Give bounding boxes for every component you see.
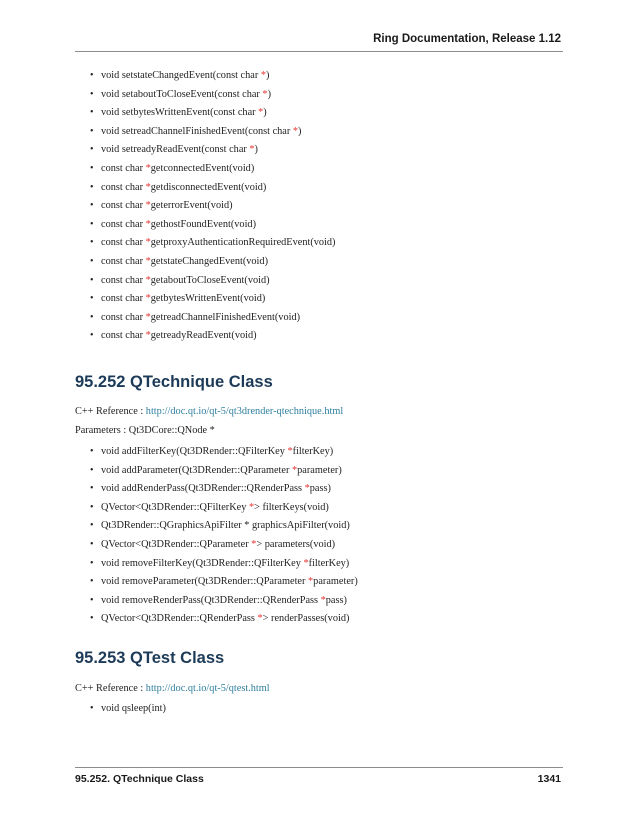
cpp-reference-label: C++ Reference : (75, 406, 146, 417)
method-signature (101, 179, 266, 198)
signature-suffix: getdisconnectedEvent(void) (150, 181, 267, 193)
signature-prefix: const char (101, 274, 146, 286)
bullet-icon: • (90, 464, 94, 476)
signature-suffix: > parameters(void) (256, 538, 336, 550)
signature-prefix: const char (101, 311, 146, 323)
signature-suffix: getaboutToCloseEvent(void) (150, 274, 270, 286)
method-signature (101, 290, 265, 309)
signature-suffix: filterKey) (292, 446, 334, 457)
bullet-icon: • (90, 538, 94, 550)
bullet-icon: • (90, 446, 94, 457)
pointer-star: * (257, 613, 263, 625)
page-number: 1341 (537, 773, 561, 785)
bullet-icon: • (90, 125, 94, 137)
signature-suffix: getstateChangedEvent(void) (150, 255, 268, 267)
pointer-star: * (145, 311, 151, 323)
cpp-reference-link[interactable]: http://doc.qt.io/qt-5/qt3drender-qtechnique.html (145, 406, 344, 417)
parameters-line: Parameters : Qt3DCore::QNode * (75, 425, 215, 436)
pointer-star: * (145, 330, 151, 342)
bullet-icon: • (90, 274, 94, 286)
bullet-icon: • (90, 218, 94, 230)
bullet-icon: • (90, 181, 94, 193)
signature-suffix: ) (298, 125, 302, 137)
signature-prefix: const char (101, 237, 146, 249)
signature-suffix: parameter) (313, 576, 358, 588)
pointer-star: * (251, 538, 257, 550)
pointer-star: * (249, 144, 255, 156)
pointer-star: * (145, 162, 151, 174)
signature-prefix: void removeFilterKey(Qt3DRender::QFilterKey (101, 557, 304, 569)
pointer-star: * (248, 501, 255, 513)
pointer-star: * (145, 181, 151, 193)
bullet-icon: • (90, 88, 94, 100)
pointer-star: * (292, 464, 298, 476)
header-divider (75, 51, 563, 52)
method-signature (101, 309, 300, 328)
method-signature (101, 123, 301, 142)
pointer-star: * (287, 446, 293, 457)
method-signature (101, 272, 270, 291)
footer-divider (75, 767, 563, 768)
signature-suffix: getbytesWrittenEvent(void) (150, 293, 266, 305)
method-signature (101, 234, 336, 253)
signature-suffix: pass) (309, 483, 331, 495)
bullet-icon: • (90, 576, 94, 588)
signature-prefix: const char (101, 330, 146, 342)
signature-prefix: const char (101, 293, 146, 305)
signature-prefix: void setbytesWrittenEvent(const char (101, 107, 259, 119)
method-signature (101, 86, 271, 105)
bullet-icon: • (90, 237, 94, 249)
method-signature (101, 499, 329, 518)
signature-suffix: > renderPasses(void) (262, 613, 350, 625)
method-signature (101, 216, 256, 235)
pointer-star: * (145, 200, 151, 212)
pointer-star: * (145, 293, 151, 305)
signature-prefix: void addFilterKey(Qt3DRender::QFilterKey (101, 446, 288, 457)
signature-suffix: ) (267, 88, 272, 100)
bullet-icon: • (90, 594, 94, 606)
pointer-star: * (145, 218, 151, 230)
bullet-icon: • (90, 520, 94, 532)
signature-suffix: ) (263, 107, 267, 119)
bullet-icon: • (90, 293, 94, 305)
section-heading-qtest: 95.253 QTest Class (75, 649, 225, 667)
signature-suffix: ) (254, 144, 258, 156)
footer-section-title: 95.252. QTechnique Class (75, 773, 204, 785)
pointer-star: * (145, 255, 151, 267)
cpp-reference-qtest (75, 683, 270, 694)
section-heading-qtechnique: 95.252 QTechnique Class (75, 373, 273, 391)
signature-prefix: void setstateChangedEvent(const char (101, 70, 261, 81)
bullet-icon: • (90, 255, 94, 267)
pointer-star: * (145, 274, 151, 286)
bullet-icon: • (90, 703, 94, 714)
method-signature (101, 104, 267, 123)
bullet-icon: • (90, 200, 94, 212)
bullet-icon: • (90, 107, 94, 119)
bullet-icon: • (90, 613, 94, 625)
bullet-icon: • (90, 144, 94, 156)
signature-prefix: const char (101, 200, 146, 212)
bullet-icon: • (90, 162, 94, 174)
signature-suffix: geterrorEvent(void) (150, 200, 233, 212)
bullet-icon: • (90, 330, 94, 342)
signature-prefix: void setreadChannelFinishedEvent(const char (101, 125, 293, 137)
method-signature (101, 443, 333, 462)
signature-suffix: > filterKeys(void) (254, 501, 329, 513)
bullet-icon: • (90, 311, 94, 323)
pointer-star: * (308, 576, 314, 588)
method-signature (101, 327, 257, 346)
method-signature (101, 160, 254, 179)
signature-prefix: void removeRenderPass(Qt3DRender::QRenderPass (101, 594, 321, 606)
pointer-star: * (292, 125, 299, 137)
method-signature (101, 197, 233, 216)
pointer-star: * (304, 483, 310, 495)
signature-suffix: gethostFoundEvent(void) (150, 218, 257, 230)
method-signature (101, 480, 331, 499)
signature-prefix: const char (101, 181, 146, 193)
signature-prefix: void setreadyReadEvent(const char (101, 144, 250, 156)
signature-prefix: const char (101, 162, 146, 174)
signature-prefix: QVector<Qt3DRender::QRenderPass (101, 613, 258, 625)
signature-prefix: void qsleep(int) (101, 703, 166, 714)
bullet-icon: • (90, 483, 94, 495)
pointer-star: * (260, 70, 266, 81)
signature-prefix: const char (101, 255, 146, 267)
pointer-star: * (303, 557, 309, 569)
method-signature (101, 253, 268, 272)
signature-prefix: Qt3DRender::QGraphicsApiFilter * graphicsApiFilter(void) (101, 520, 350, 532)
signature-prefix: QVector<Qt3DRender::QParameter (101, 538, 252, 550)
cpp-reference-link[interactable]: http://doc.qt.io/qt-5/qtest.html (145, 683, 270, 694)
running-header-title: Ring Documentation, Release 1.12 (373, 33, 561, 45)
signature-suffix: ) (266, 70, 270, 81)
signature-suffix: getreadChannelFinishedEvent(void) (150, 311, 301, 323)
method-signature (101, 517, 350, 536)
signature-prefix: void addRenderPass(Qt3DRender::QRenderPass (101, 483, 305, 495)
method-signature (101, 592, 347, 611)
bullet-icon: • (90, 70, 94, 81)
method-signature (101, 573, 358, 592)
signature-suffix: getproxyAuthenticationRequiredEvent(void) (150, 237, 336, 249)
signature-suffix: parameter) (297, 464, 342, 476)
signature-prefix: QVector<Qt3DRender::QFilterKey (101, 501, 249, 513)
cpp-reference-qtechnique (75, 406, 343, 417)
method-signature (101, 536, 335, 555)
signature-prefix: const char (101, 218, 146, 230)
signature-prefix: void addParameter(Qt3DRender::QParameter (101, 464, 292, 476)
signature-suffix: pass) (325, 594, 347, 606)
method-signature (101, 141, 258, 160)
pointer-star: * (258, 107, 264, 119)
signature-suffix: getreadyReadEvent(void) (150, 330, 257, 342)
method-signature (101, 67, 269, 86)
method-signature (101, 700, 166, 719)
cpp-reference-label: C++ Reference : (75, 683, 146, 694)
method-signature (101, 462, 342, 481)
pointer-star: * (145, 237, 151, 249)
method-signature (101, 610, 349, 629)
pointer-star: * (262, 88, 268, 100)
bullet-icon: • (90, 501, 94, 513)
bullet-icon: • (90, 557, 94, 569)
signature-suffix: filterKey) (308, 557, 350, 569)
pointer-star: * (320, 594, 326, 606)
signature-prefix: void removeParameter(Qt3DRender::QParameter (101, 576, 309, 588)
signature-prefix: void setaboutToCloseEvent(const char (101, 88, 263, 100)
method-signature (101, 555, 349, 574)
signature-suffix: getconnectedEvent(void) (150, 162, 255, 174)
